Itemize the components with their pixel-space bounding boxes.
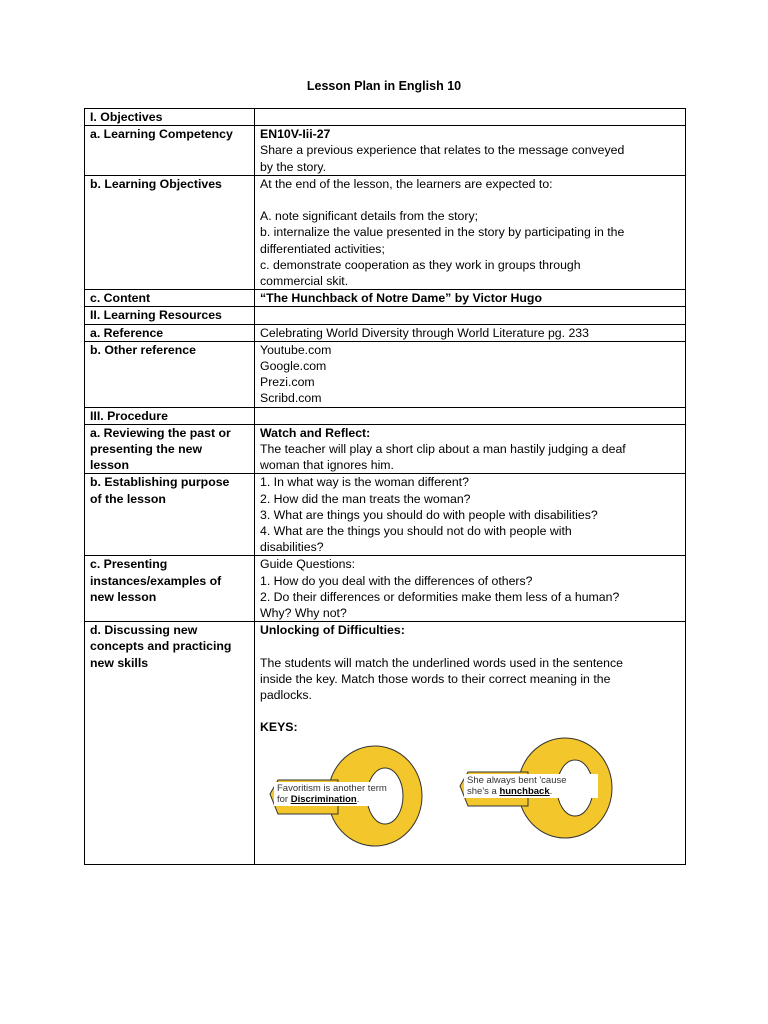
text-line: commercial skit. [260,274,349,289]
key-sentence: Favoritism is another term for Discrimination. [274,782,398,806]
table-row [85,307,686,324]
text-line: b. internalize the value presented in the story by participating in the [260,225,625,240]
row-value [255,407,686,424]
row-label: II. Learning Resources [85,307,255,324]
table-row [85,424,686,474]
table-row [85,109,686,126]
text-line: by the story. [260,159,327,174]
row-label: c. Presenting instances/examples of new lesson [85,556,255,622]
reference-link: Prezi.com [260,375,315,390]
underlined-word: hunchback [499,785,550,797]
reference-link: Scribd.com [260,391,322,406]
row-label: a. Learning Competency [85,126,255,176]
key-illustration [260,736,425,851]
text-line: c. demonstrate cooperation as they work in groups through [260,257,581,272]
text-line: padlocks. [260,688,312,703]
reference-link: Google.com [260,359,327,374]
table-row [85,341,686,407]
reference-link: Youtube.com [260,342,332,357]
table-row [85,474,686,556]
table-row [85,556,686,622]
row-value: Celebrating World Diversity through World Literature pg. 233 [255,324,686,341]
section-heading: Unlocking of Difficulties: [260,623,405,638]
text-line: At the end of the lesson, the learners are expected to: [260,176,553,191]
table-row [85,175,686,289]
text-line: Why? Why not? [260,606,347,621]
row-value [255,109,686,126]
row-value [255,556,686,622]
text-line: 3. What are things you should do with people with disabilities? [260,507,598,522]
row-value: “The Hunchback of Notre Dame” by Victor Hugo [255,290,686,307]
text-line: 2. Do their differences or deformities make them less of a human? [260,589,620,604]
table-row [85,126,686,176]
row-label: b. Establishing purpose of the lesson [85,474,255,556]
row-value [255,341,686,407]
row-value [255,474,686,556]
row-label: III. Procedure [85,407,255,424]
table-row [85,324,686,341]
text-line: The teacher will play a short clip about a man hastily judging a deaf [260,442,626,457]
section-heading: Watch and Reflect: [260,425,371,440]
row-value [255,424,686,474]
text-line: woman that ignores him. [260,458,394,473]
document-title: Lesson Plan in English 10 [306,79,462,93]
row-label: a. Reference [85,324,255,341]
row-label: b. Other reference [85,341,255,407]
row-value [255,175,686,289]
text-line: Share a previous experience that relates to the message conveyed [260,143,625,158]
row-value [255,622,686,864]
row-value [255,307,686,324]
text-line: 2. How did the man treats the woman? [260,491,471,506]
row-label: I. Objectives [85,109,255,126]
text-line: 1. How do you deal with the differences of others? [260,573,533,588]
key-sentence: She always bent 'cause she's a hunchback. [464,774,598,798]
row-label: b. Learning Objectives [85,175,255,289]
keys-label: KEYS: [260,720,298,735]
text-line: disabilities? [260,540,324,555]
text-line: 4. What are the things you should not do with people with [260,524,572,539]
table-row [85,407,686,424]
keys-illustration [260,736,681,864]
text-line: 1. In what way is the woman different? [260,475,469,490]
competency-code: EN10V-Iii-27 [260,127,331,142]
row-label: d. Discussing new concepts and practicing new skills [85,622,255,864]
text-line: The students will match the underlined words used in the sentence [260,655,623,670]
row-label: a. Reviewing the past or presenting the new lesson [85,424,255,474]
row-value [255,126,686,176]
text-line: differentiated activities; [260,241,385,256]
text-line: A. note significant details from the story; [260,209,479,224]
text-line: inside the key. Match those words to their correct meaning in the [260,671,611,686]
text-line: Guide Questions: [260,557,356,572]
key-illustration [450,728,615,843]
row-label: c. Content [85,290,255,307]
lesson-plan-table [84,108,686,865]
table-row [85,290,686,307]
underlined-word: Discrimination [290,793,357,805]
table-row [85,622,686,864]
